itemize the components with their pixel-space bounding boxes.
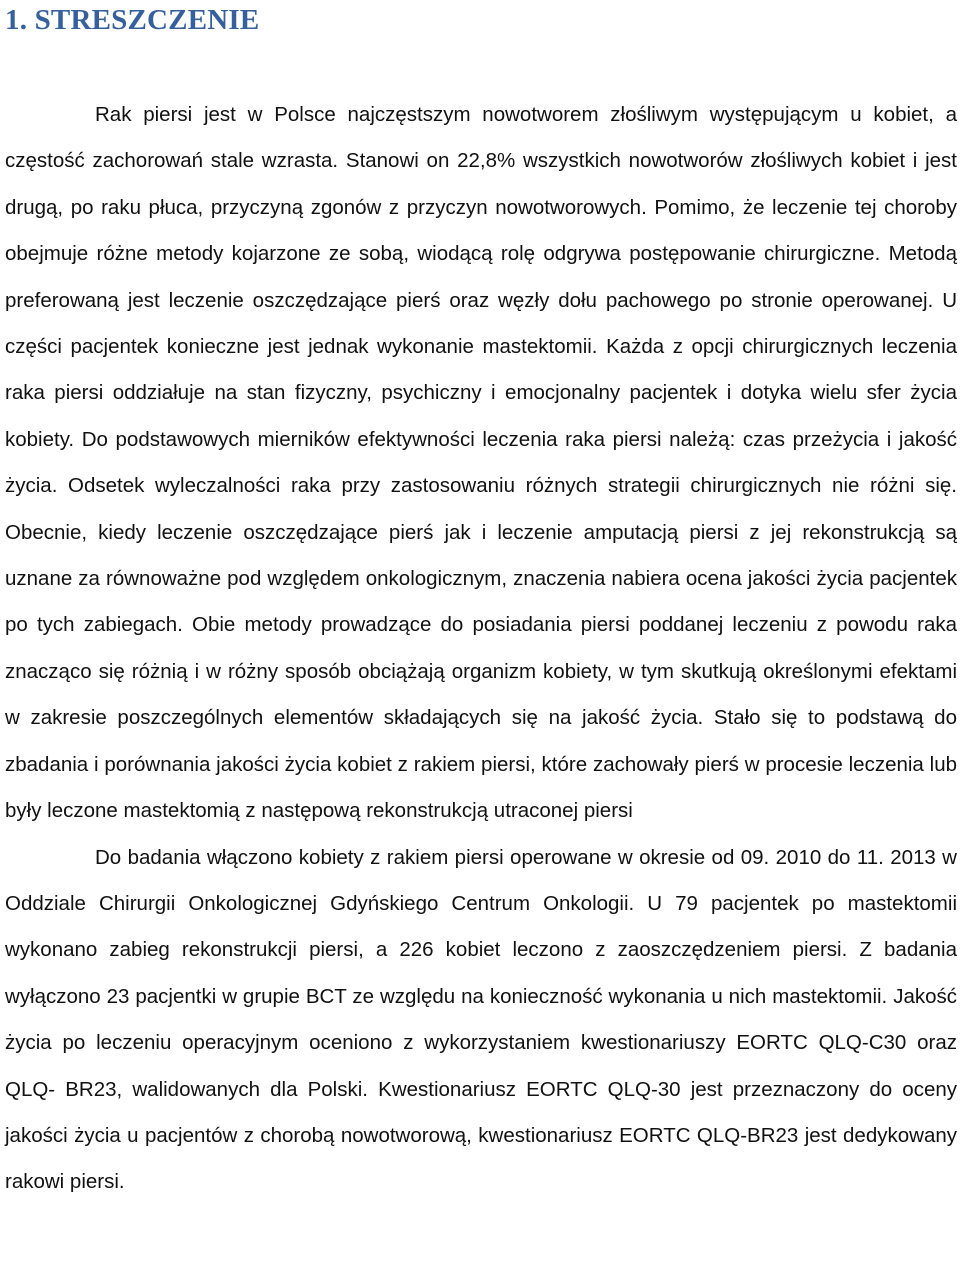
sentence: Stanowi on 22,8% wszystkich nowotworów złośliwych kobiet i jest drugą, po raku płuca, przyczyną zgonów z przyczyn nowotworowych. [5,149,957,219]
sentence: U 79 pacjentek po mastektomii wykonano zabieg rekonstrukcji piersi, a 226 kobiet leczono z zaoszczędzeniem piersi. [5,891,957,962]
sentence: Rak piersi jest w Polsce najczęstszym nowotworem złośliwym występującym u kobiet, a częstość zachorowań stale wzrasta. [5,103,957,173]
sentence: Obecnie, kiedy leczenie oszczędzające pierś jak i leczenie amputacją piersi z jej rekonstrukcją są uznane za równoważne pod względem onkologicznym, znaczenia nabiera ocena jakości życia pacjentek po tych zabiegach. [5,520,957,637]
sentence: Stało się to podstawą do zbadania i porównania jakości życia kobiet z rakiem piersi, które zachowały pierś w procesie leczenia lub były leczone mastektomią z następową rekonstrukcją utraconej piersi [5,706,957,823]
sentence: Obie metody prowadzące do posiadania piersi poddanej leczeniu z powodu raka znacząco się różnią i w różny sposób obciążają organizm kobiety, w tym skutkują określonymi efektami w zakresie poszczególnych elementów składających się na jakość życia. [5,613,958,730]
sentence: Każda z opcji chirurgicznych leczenia raka piersi oddziałuje na stan fizyczny, psychiczny i emocjonalny pacjentek i dotyka wielu sfer życia kobiety. [5,335,958,451]
sentence: Odsetek wyleczalności raka przy zastosowaniu różnych strategii chirurgicznych nie różni się. [68,474,957,498]
sentence: Do badania włączono kobiety z rakiem piersi operowane w okresie od 09. 2010 do 11. 2013 w Oddziale Chirurgii Onkologicznej Gdyńskiego Centrum Onkologii. [5,845,957,915]
sentence: Z badania wyłączono 23 pacjentki w grupie BCT ze względu na konieczność wykonania u nich mastektomii. [5,938,957,1008]
summary-paragraph-2 [5,835,957,1206]
sentence: Jakość życia po leczeniu operacyjnym oceniono z wykorzystaniem kwestionariuszy EORTC QLQ-C30 oraz QLQ- BR23, walidowanych dla Polski. [5,984,957,1101]
summary-paragraph-1 [5,92,957,835]
section-heading: 1. STRESZCZENIE [5,4,260,36]
sentence: U części pacjentek konieczne jest jednak wykonanie mastektomii. [5,288,957,359]
sentence: Metodą preferowaną jest leczenie oszczędzające pierś oraz węzły dołu pachowego po stronie operowanej. [5,242,957,312]
sentence: Do podstawowych mierników efektywności leczenia raka piersi należą: czas przeżycia i jakość życia. [5,427,957,498]
sentence: Kwestionariusz EORTC QLQ-30 jest przeznaczony do oceny jakości życia u pacjentów z chorobą nowotworową, kwestionariusz EORTC QLQ-BR23 jest dedykowany rakowi piersi. [5,1077,957,1194]
sentence: Pomimo, że leczenie tej choroby obejmuje różne metody kojarzone ze sobą, wiodącą rolę odgrywa postępowanie chirurgiczne. [5,195,958,266]
